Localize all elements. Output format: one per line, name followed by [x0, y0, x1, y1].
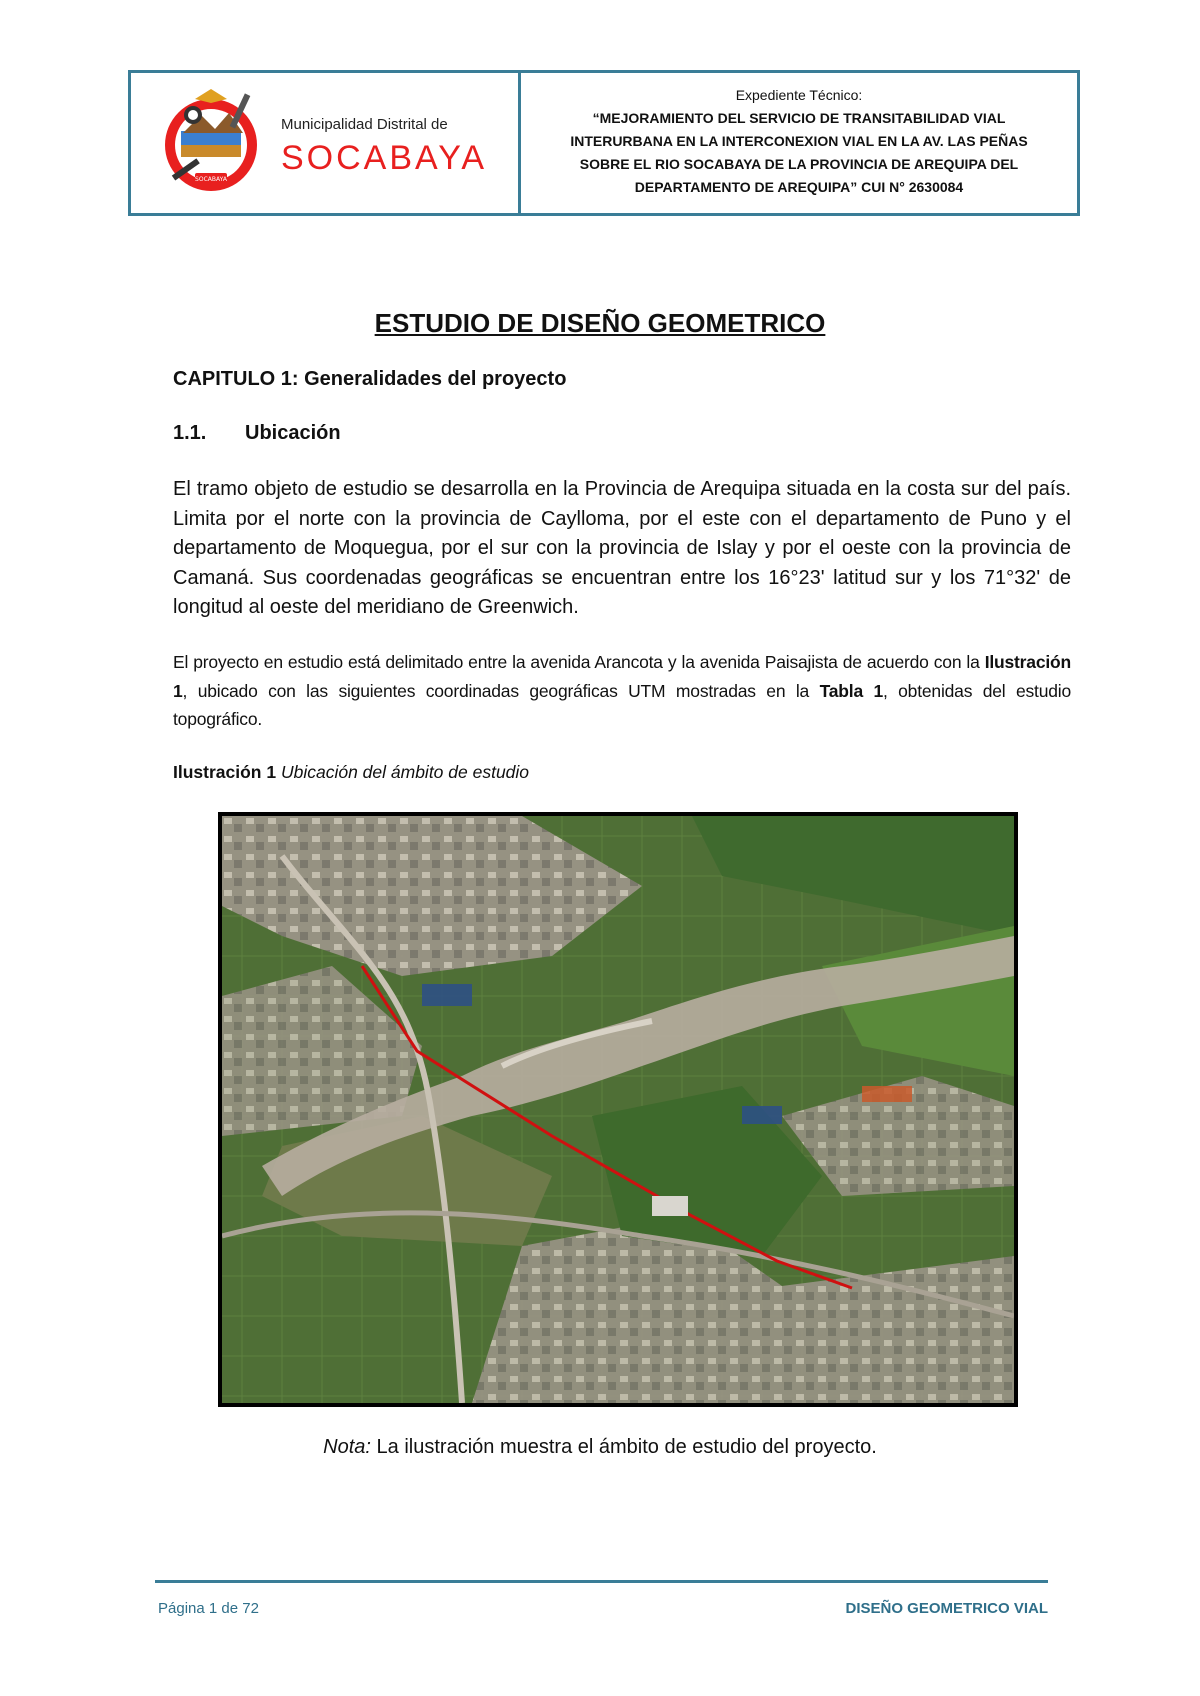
section-number: 1.1. [173, 422, 207, 444]
illustration-caption [173, 762, 529, 783]
page-current: 1 [208, 1600, 218, 1617]
note-text: La ilustración muestra el ámbito de estudio del proyecto. [376, 1436, 877, 1458]
note-label: Nota: [323, 1436, 371, 1458]
document-header [128, 70, 1080, 216]
paragraph-project-scope [173, 648, 1071, 734]
municipality-block [281, 108, 487, 178]
page-number [158, 1600, 259, 1617]
municipality-name: SOCABAYA [281, 139, 488, 177]
expediente-title-line: DEPARTAMENTO DE AREQUIPA” CUI N° 2630084 [634, 179, 964, 195]
expediente-label: Expediente Técnico: [735, 87, 863, 103]
aerial-map-image [218, 812, 1018, 1407]
paragraph-text: El proyecto en estudio está delimitado entre la avenida Arancota y la avenida Paisajista de acuerdo con la [173, 652, 985, 672]
illustration-reference: Ilustración 1 [173, 652, 1071, 701]
expediente-title [570, 107, 1027, 199]
page-prefix: Página [158, 1600, 209, 1617]
chapter-heading: CAPITULO 1: Generalidades del proyecto [173, 368, 567, 390]
figure-note [0, 1436, 1200, 1459]
illustration-caption-text: Ubicación del ámbito de estudio [280, 762, 530, 782]
table-reference: Tabla 1 [819, 680, 883, 701]
municipality-label: Municipalidad Distrital de [281, 116, 448, 133]
page-total: 72 [242, 1600, 259, 1617]
paragraph-text: , obtenidas del estudio topográfico. [173, 680, 1072, 729]
expediente-title-line: SOBRE EL RIO SOCABAYA DE LA PROVINCIA DE AREQUIPA DEL [579, 156, 1019, 172]
footer-divider [155, 1580, 1048, 1583]
expediente-title-line: “MEJORAMIENTO DEL SERVICIO DE TRANSITABILIDAD VIAL [592, 110, 1006, 126]
paragraph-text: , ubicado con las siguientes coordinadas geográficas UTM mostradas en la [182, 680, 820, 701]
expediente-title-line: INTERURBANA EN LA INTERCONEXION VIAL EN LA AV. LAS PEÑAS [570, 133, 1028, 149]
header-logo-cell [131, 73, 521, 213]
page-separator: de [217, 1600, 243, 1617]
aerial-map-illustration [222, 816, 1014, 1403]
section-title: Ubicación [245, 422, 341, 444]
illustration-label: Ilustración 1 [173, 762, 277, 782]
document-title: ESTUDIO DE DISEÑO GEOMETRICO [374, 308, 826, 338]
header-expediente-cell [521, 73, 1077, 213]
paragraph-location: El tramo objeto de estudio se desarrolla en la Provincia de Arequipa situada en la costa sur del país. Limita por el norte con la provincia de Caylloma, por el este con el departamento de Puno y el departamento de Moquegua, por el sur con la provincia de Islay y por el oeste con la provincia de Camaná. Sus coordenadas geográficas se encuentran entre los 16°23' latitud sur y los 71°32' de longitud al oeste del meridiano de Greenwich. [173, 478, 1071, 618]
section-heading [173, 422, 341, 445]
logo-text: SOCABAYA [195, 176, 227, 183]
municipality-logo [155, 85, 267, 201]
footer-section-name: DISEÑO GEOMETRICO VIAL [845, 1600, 1048, 1617]
